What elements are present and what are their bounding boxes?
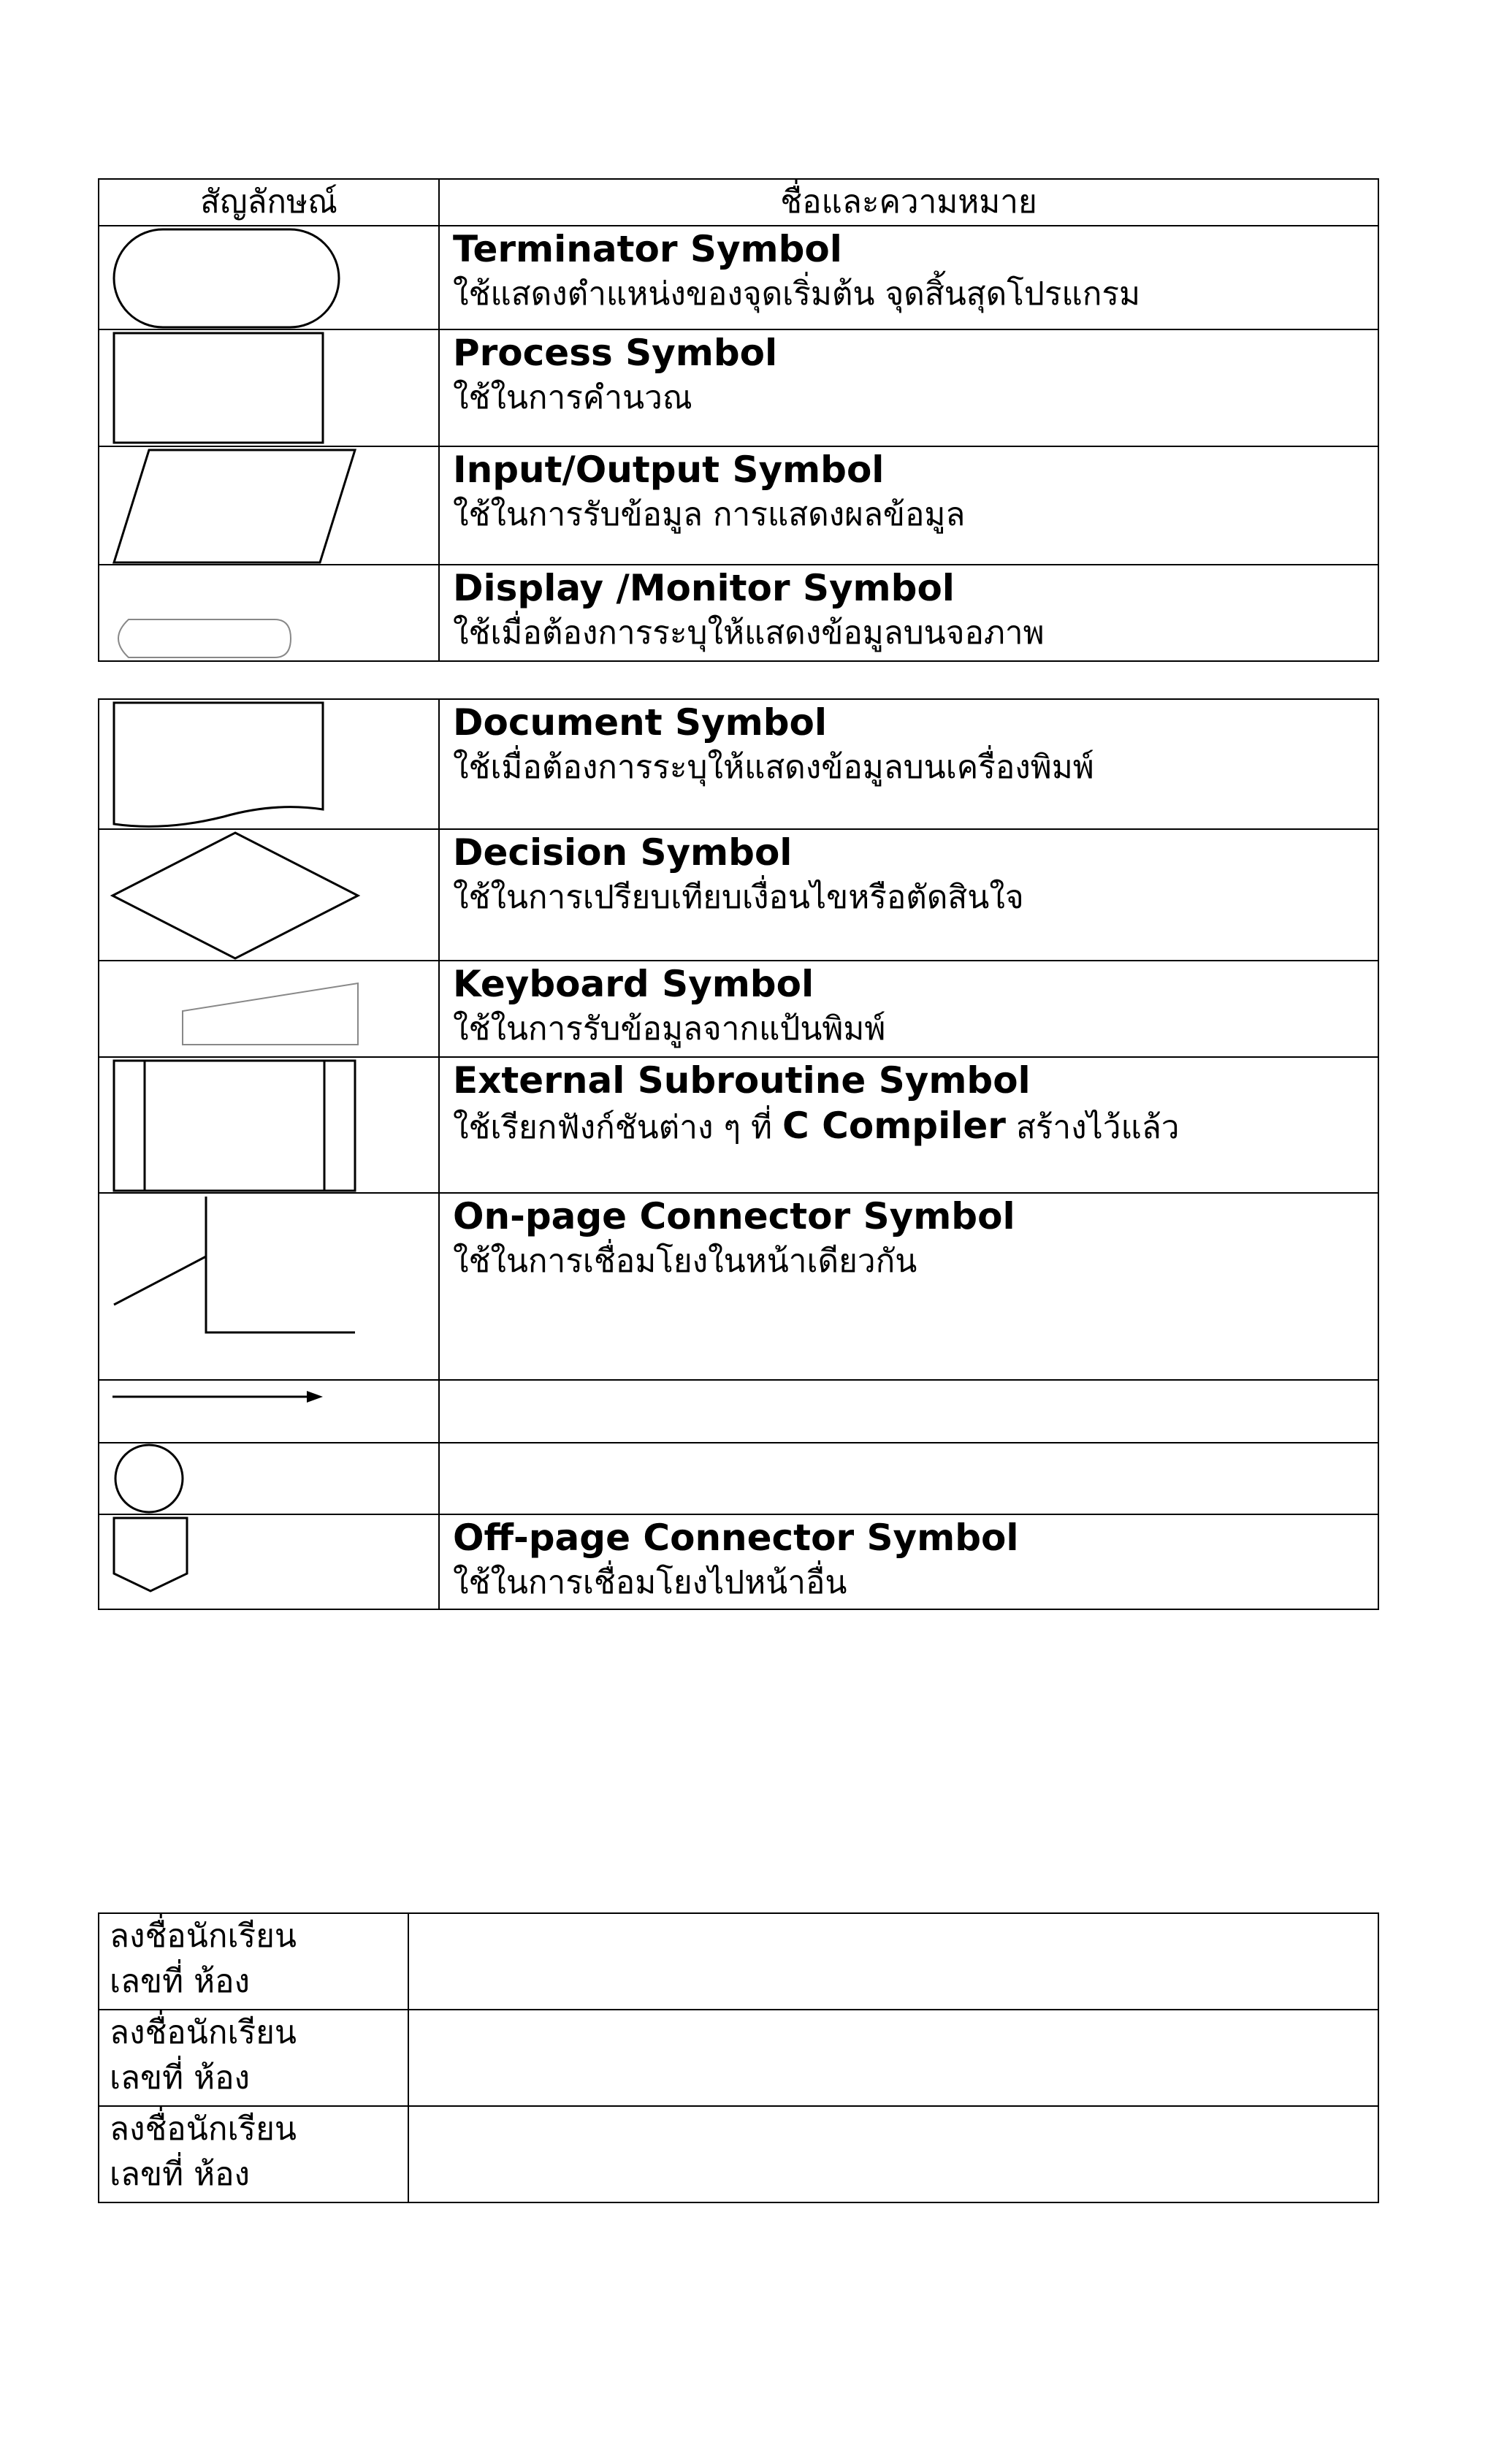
signature-row bbox=[99, 2010, 1378, 2106]
table-row bbox=[99, 226, 1378, 329]
header-symbol: สัญลักษณ์ bbox=[99, 179, 439, 226]
table-row bbox=[99, 829, 1378, 961]
symbol-description: ใช้เรียกฟังก์ชันต่าง ๆ ที่ C Compiler สร้างไว้แล้ว bbox=[453, 1105, 1180, 1147]
symbol-name: Input/Output Symbol bbox=[453, 449, 885, 491]
symbol-description: ใช้ในการเชื่อมโยงในหน้าเดียวกัน bbox=[453, 1243, 917, 1280]
table-row bbox=[99, 1443, 1378, 1514]
student-signature-label: ลงชื่อนักเรียน bbox=[110, 1918, 297, 1955]
symbol-description: ใช้ในการเปรียบเทียบเงื่อนไขหรือตัดสินใจ bbox=[453, 879, 1024, 916]
document-icon bbox=[99, 700, 439, 829]
table-row bbox=[99, 1380, 1378, 1443]
signature-field[interactable] bbox=[408, 2106, 1378, 2202]
signature-table bbox=[98, 1912, 1379, 2203]
symbol-name: Decision Symbol bbox=[453, 831, 793, 874]
arrow-icon bbox=[99, 1381, 439, 1443]
symbol-name: On-page Connector Symbol bbox=[453, 1195, 1015, 1237]
terminator-icon bbox=[99, 226, 439, 329]
signature-field[interactable] bbox=[408, 2010, 1378, 2106]
signature-field[interactable] bbox=[408, 1913, 1378, 2010]
table-row bbox=[99, 961, 1378, 1057]
signature-row bbox=[99, 2106, 1378, 2202]
flowchart-symbols-table-2 bbox=[98, 698, 1379, 1610]
circle-connector-icon bbox=[99, 1443, 439, 1514]
symbol-description: ใช้เมื่อต้องการระบุให้แสดงข้อมูลบนจอภาพ bbox=[453, 614, 1045, 652]
symbol-name: Keyboard Symbol bbox=[453, 963, 814, 1005]
symbol-name: Document Symbol bbox=[453, 701, 827, 744]
symbol-name: Terminator Symbol bbox=[453, 228, 842, 270]
header-meaning: ชื่อและความหมาย bbox=[439, 179, 1378, 226]
input-output-icon bbox=[99, 447, 439, 565]
symbol-name: Display /Monitor Symbol bbox=[453, 567, 955, 609]
process-icon bbox=[99, 330, 439, 446]
symbol-description: ใช้แสดงตำแหน่งของจุดเริ่มต้น จุดสิ้นสุดโปรแกรม bbox=[453, 275, 1141, 313]
student-signature-label: ลงชื่อนักเรียน bbox=[110, 2014, 297, 2051]
on-page-connector-icon bbox=[99, 1194, 439, 1380]
table-row bbox=[99, 329, 1378, 446]
symbol-description: ใช้ในการรับข้อมูลจากแป้นพิมพ์ bbox=[453, 1010, 886, 1048]
symbol-name: Off-page Connector Symbol bbox=[453, 1517, 1019, 1559]
student-number-room-label: เลขที่ ห้อง bbox=[110, 2156, 250, 2193]
symbol-name: Process Symbol bbox=[453, 332, 778, 374]
symbol-description: ใช้เมื่อต้องการระบุให้แสดงข้อมูลบนเครื่องพิมพ์ bbox=[453, 749, 1094, 786]
flowchart-symbols-table-1 bbox=[98, 178, 1379, 662]
table-row bbox=[99, 1193, 1378, 1380]
table-row bbox=[99, 446, 1378, 565]
off-page-connector-icon bbox=[99, 1515, 439, 1609]
student-number-room-label: เลขที่ ห้อง bbox=[110, 2059, 250, 2097]
symbol-description: ใช้ในการรับข้อมูล การแสดงผลข้อมูล bbox=[453, 496, 966, 533]
decision-icon bbox=[99, 830, 439, 961]
student-signature-label: ลงชื่อนักเรียน bbox=[110, 2110, 297, 2148]
table-row bbox=[99, 1514, 1378, 1609]
table-row bbox=[99, 699, 1378, 829]
display-icon bbox=[99, 565, 439, 661]
table-header-row bbox=[99, 179, 1378, 226]
symbol-description: ใช้ในการคำนวณ bbox=[453, 379, 692, 416]
symbol-description: ใช้ในการเชื่อมโยงไปหน้าอื่น bbox=[453, 1564, 847, 1601]
subroutine-icon bbox=[99, 1058, 439, 1193]
table-row bbox=[99, 1057, 1378, 1193]
symbol-name: External Subroutine Symbol bbox=[453, 1059, 1031, 1102]
student-number-room-label: เลขที่ ห้อง bbox=[110, 1963, 250, 2000]
signature-row bbox=[99, 1913, 1378, 2010]
keyboard-icon bbox=[99, 961, 439, 1057]
table-row bbox=[99, 565, 1378, 661]
